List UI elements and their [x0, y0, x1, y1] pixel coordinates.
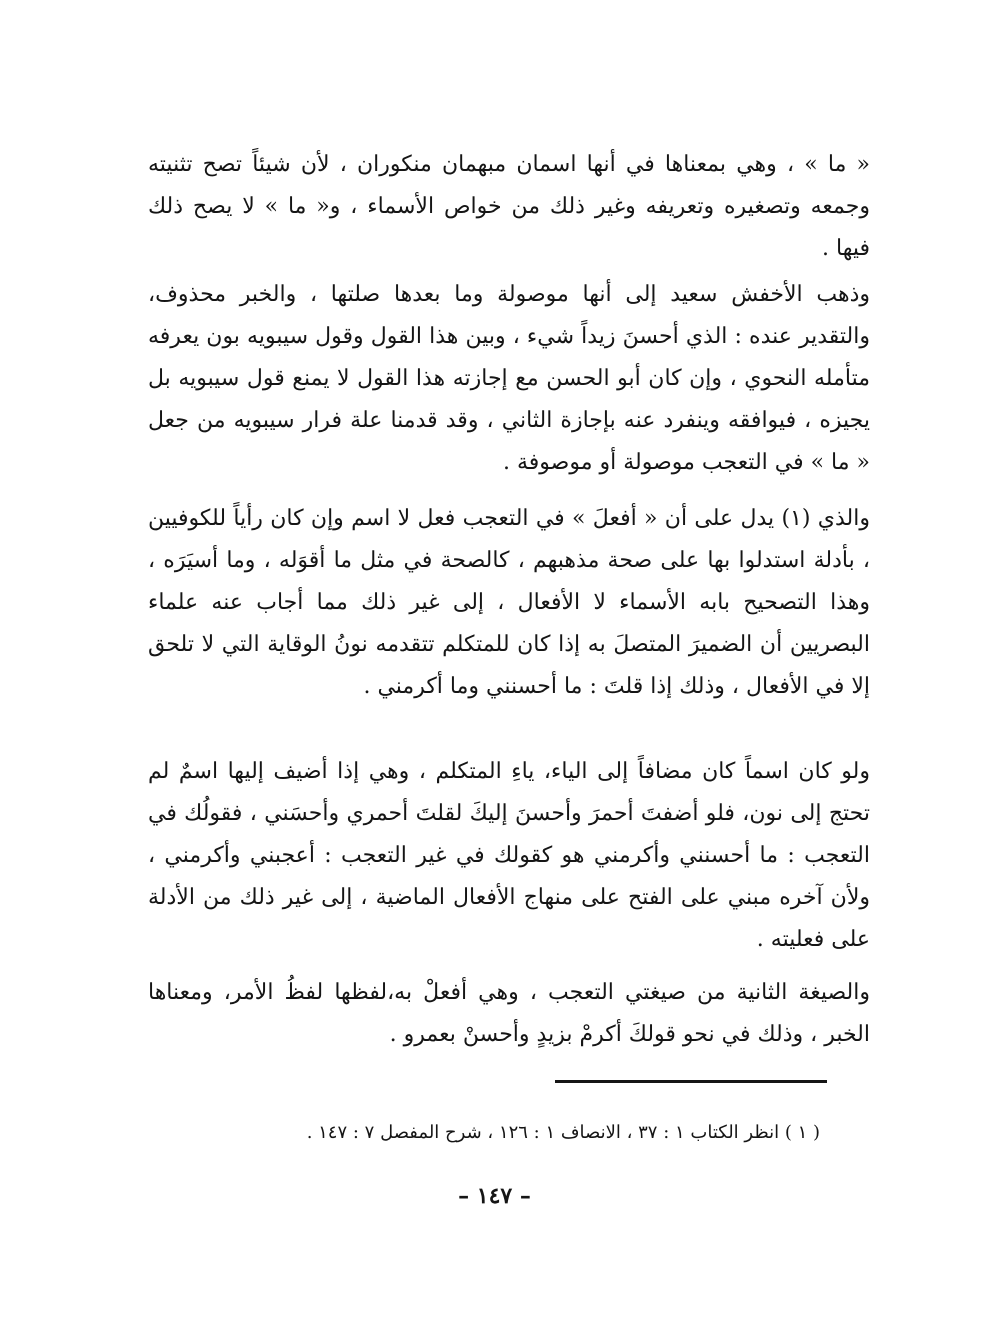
body-paragraph-4: ولو كان اسماً كان مضافاً إلى الياء، ياءِ المتكلم ، وهي إذا أضيف إليها اسمٌ لم تحتج إلى نون، فلو أضفتَ أحمرَ وأحسنَ إليكَ لقلتَ أحمري وأحسَني ، فقولُك في التعجب : ما أحسنني وأكرمني هو كقولك في غير التعجب : أعجبني وأكرمني ، ولأن آخره مبني على الفتح على منهاج الأفعال الماضية ، إلى غير ذلك من الأدلة على فعليته . [148, 759, 870, 952]
body-paragraph-3: والذي (١) يدل على أن « أفعلَ » في التعجب فعل لا اسم وإن كان رأياً للكوفيين ، بأدلة استدلوا بها على صحة مذهبهم ، كالصحة في مثل ما أقوَله ، وما أسيَرَه ، وهذا التصحيح بابه الأسماء لا الأفعال ، إلى غير ذلك مما أجاب عنه علماء البصريين أن الضميرَ المتصلَ به إذا كان للمتكلم تتقدمه نونُ الوقاية التي لا تلحق إلا في الأفعال ، وذلك إذا قلتَ : ما أحسنني وما أكرمني . [148, 506, 870, 699]
page-number: – ١٤٧ – [458, 1183, 531, 1209]
footnote: ( ١ ) انظر الكتاب ١ : ٣٧ ، الانصاف ١ : ١٢٦ ، شرح المفصل ٧ : ١٤٧ . [306, 1122, 820, 1143]
footnote-divider [555, 1080, 827, 1083]
body-paragraph-1: « ما » ، وهي بمعناها في أنها اسمان مبهمان منكوران ، لأن شيئاً تصح تثنيته وجمعه وتصغيره وتعريفه وغير ذلك من خواص الأسماء ، و« ما » لا يصح ذلك فيها . [148, 152, 870, 261]
body-paragraph-5: والصيغة الثانية من صيغتي التعجب ، وهي أفعلْ به،لفظها لفظُ الأمر، ومعناها الخبر ، وذلك في نحو قولكَ أكرمْ بزيدٍ وأحسنْ بعمرو . [148, 980, 870, 1047]
body-paragraph-2: وذهب الأخفش سعيد إلى أنها موصولة وما بعدها صلتها ، والخبر محذوف، والتقدير عنده : الذي أحسنَ زيداً شيء ، وبين هذا القول وقول سيبويه بون يعرفه متأمله النحوي ، وإن كان أبو الحسن مع إجازته هذا القول لا يمنع قول سيبويه بل يجيزه ، فيوافقه وينفرد عنه بإجازة الثاني ، وقد قدمنا علة فرار سيبويه من جعل « ما » في التعجب موصولة أو موصوفة . [148, 282, 870, 475]
